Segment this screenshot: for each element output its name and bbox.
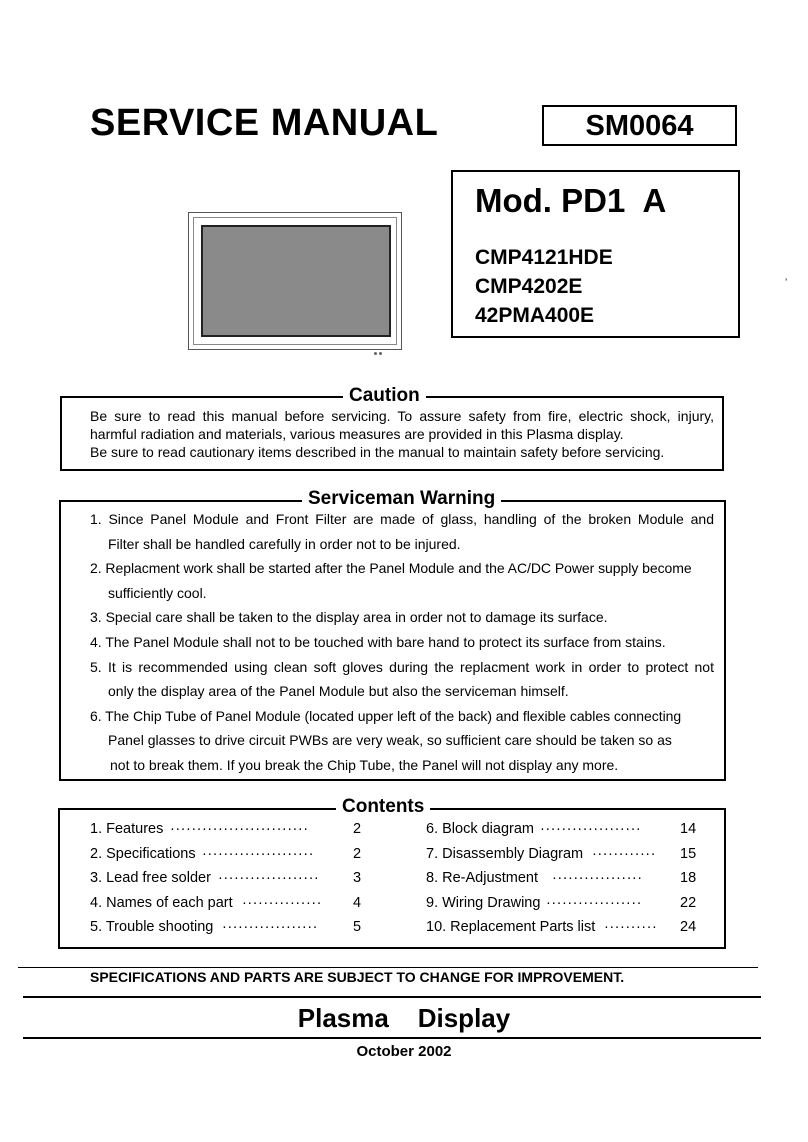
toc-entry-page: 18 [680,870,697,887]
toc-entry[interactable] [90,844,362,869]
manual-title: SERVICE MANUAL [90,102,439,144]
plasma-tv-icon [188,212,402,350]
toc-leader-dots: ·························· [170,821,309,837]
divider-thick [23,996,761,998]
toc-leader-dots: ·········· [604,919,658,936]
toc-entry[interactable] [426,893,700,918]
toc-leader-dots: ····················· [202,845,314,862]
toc-entry-page: 2 [353,845,362,862]
caution-line: harmful radiation and materials, various measures are provided in this Plasma display. [90,426,624,442]
toc-leader-dots: ··················· [218,870,320,887]
toc-entry[interactable] [90,868,362,893]
warning-line: not to break them. If you break the Chip Tube, the Panel will not display any more. [110,756,619,773]
toc-leader-dots: ················· [552,870,643,887]
toc-entry-page: 5 [353,919,362,936]
toc-leader-dots: ·················· [222,919,318,936]
publication-date: October 2002 [356,1043,452,1060]
warning-line: sufficiently cool. [108,584,207,601]
warning-list [90,509,726,780]
warning-line: Panel glasses to drive circuit PWBs are very weak, so sufficient care should be taken so as [108,732,672,749]
manual-code-box: SM0064 [542,105,737,146]
toc-leader-dots: ·················· [546,894,642,911]
caution-heading: Caution [343,386,426,406]
toc-entry-page: 22 [680,894,697,911]
contents-heading: Contents [336,797,430,817]
warning-line: only the display area of the Panel Module but also the serviceman himself. [108,683,569,700]
toc-entry-page: 24 [680,919,697,936]
toc-leader-dots: ··················· [540,821,642,837]
toc-entry-label: 7. Disassembly Diagram [426,845,584,862]
stray-mark: ʼ [785,278,788,289]
toc-entry-label: 10. Replacement Parts list [426,919,596,936]
caution-line: Be sure to read this manual before servicing. To assure safety from fire, electric shock, injury, [90,408,714,424]
model-title: Mod. PD1 A [475,182,667,219]
toc-entry[interactable] [90,917,362,942]
tv-screen [201,225,391,337]
warning-line: 6. The Chip Tube of Panel Module (located upper left of the back) and flexible cables connecting [90,707,682,724]
toc-entry-label: 3. Lead free solder [90,870,211,887]
model-number: CMP4202E [475,275,583,298]
toc-entry-label: 6. Block diagram [426,821,534,837]
toc-entry-label: 5. Trouble shooting [90,919,214,936]
toc-entry[interactable] [90,819,362,844]
toc-entry-label: 8. Re-Adjustment [426,870,539,887]
model-number: CMP4121HDE [475,246,613,269]
toc-entry[interactable] [90,893,362,918]
warning-line: 2. Replacment work shall be started after the Panel Module and the AC/DC Power supply become [90,560,692,577]
model-number: 42PMA400E [475,304,595,327]
model-box [451,170,740,338]
toc-entry-page: 14 [680,821,697,837]
product-name: Plasma Display [297,1003,511,1033]
warning-line: 1. Since Panel Module and Front Filter are made of glass, handling of the broken Module and [90,511,714,527]
warning-line: 3. Special care shall be taken to the display area in order not to damage its surface. [90,609,608,626]
tv-bezel [193,217,397,345]
divider-thin [18,967,758,968]
warning-line: Filter shall be handled carefully in order not to be injured. [108,535,461,552]
toc-left-column [90,819,362,942]
tv-indicator-icon [374,342,388,345]
change-notice: SPECIFICATIONS AND PARTS ARE SUBJECT TO CHANGE FOR IMPROVEMENT. [90,969,625,985]
toc-entry-label: 4. Names of each part [90,894,233,911]
toc-entry-label: 2. Specifications [90,845,196,862]
toc-entry[interactable] [426,819,700,844]
model-number-list [475,246,613,333]
toc-entry-page: 3 [353,870,362,887]
warning-line: 4. The Panel Module shall not to be touched with bare hand to protect its surface from stains. [90,633,666,650]
toc-entry[interactable] [426,917,700,942]
toc-entry[interactable] [426,868,700,893]
toc-right-column [426,819,700,942]
toc-entry-page: 15 [680,845,697,862]
toc-leader-dots: ············ [592,845,656,862]
divider-thick [23,1037,761,1039]
warning-heading: Serviceman Warning [302,489,501,509]
warning-line: 5. It is recommended using clean soft gloves during the replacment work in order to protect not [90,658,714,675]
toc-entry[interactable] [426,844,700,869]
toc-entry-page: 4 [353,894,362,911]
toc-leader-dots: ··············· [242,894,322,911]
toc-entry-label: 9. Wiring Drawing [426,894,541,911]
toc-entry-page: 2 [353,821,362,837]
toc-entry-label: 1. Features [90,821,164,837]
caution-line: Be sure to read cautionary items described in the manual to maintain safety before servicing. [90,444,665,460]
caution-text [90,407,714,461]
